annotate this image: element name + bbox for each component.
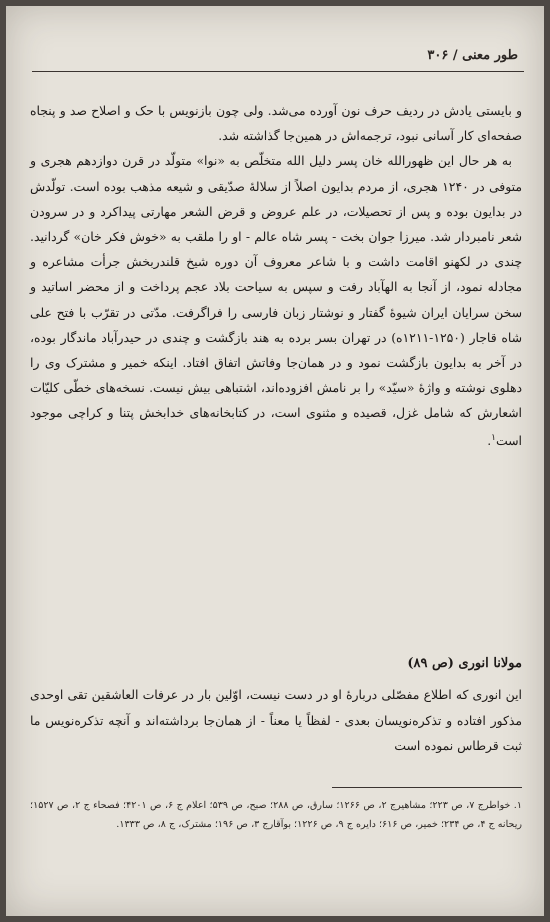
page-header xyxy=(32,44,524,72)
footnote: ۱. خواطرج ۷، ص ۲۲۳؛ مشاهیرج ۲، ص ۱۲۶۶؛ سارق، ص ۲۸۸؛ صبح، ص ۵۳۹؛ اعلام ج ۶، ص ۴۲۰۱؛ فصحاء ج ۲، ص ۱۵۲۷؛ ریحانه ج ۴، ص ۲۳۴؛ خمیر، ص ۶۱۶؛ دایره ج ۹، ص ۱۲۲۶؛ بوآقارج ۳، ص ۱۹۶؛ مشترک، ج ۸، ص ۱۳۳۳. xyxy=(30,800,523,830)
paragraph-2-text: به هر حال این ظهورالله خان پسر دلیل الله متخلّص به «نوا» متولّد در قرن دوازدهم هجری و متوفی در ۱۲۴۰ هجری، از مردم بدایون اصلاً از سلالهٔ صدّیقی و شیعه مذهب بوده است. تولّدش در بدایون بوده و پس از تحصیلات، در علم عروض و قرض الشعر مهارتی پیداکرد و در سرودن شعر نامبردار شد. میرزا جوان بخت - پسر شاه عالم - او را ملقب به «خوش فکر خان» گردانید. چندی در لکهنو اقامت داشت و با شاعر معروف آن دوره شیخ قلندربخش جرأت مشاعره و مجادله نمود، از آنجا به الهآباد رفت و سپس به سیاحت بلاد عجم پرداخت و از محضر اساتید و سخن سرایان ایران شیوهٔ گفتار و نوشتار زبان فارسی را فراگرفت. مدّتی در تقرّب با فتح علی شاه قاجار (۱۲۵۰-۱۲۱۱ه) در تهران بسر برده به هند بازگشت و چندی در حیدرآباد ماندگار بوده، در آخر به بدایون بازگشت نمود و در همان‌جا وفاتش اتفاق افتاد. اینکه خمیر و مشترک وی را دهلوی نوشته و واژهٔ «سیّد» را بر نامش افزوده‌اند، اشتباهی بیش نیست. نسخه‌های خطّی کلیّات اشعارش که شامل غزل، قصیده و مثنوی است، در کتابخانه‌های خدابخش پتنا و کراچی موجود است xyxy=(30,153,523,448)
main-text xyxy=(30,98,522,453)
book-page xyxy=(6,6,544,916)
footnote-marker: ۱ xyxy=(491,432,496,443)
paragraph-2: به هر حال این ظهورالله خان پسر دلیل الله متخلّص به «نوا» متولّد در قرن دوازدهم هجری و متوفی در ۱۲۴۰ هجری، از مردم بدایون اصلاً از سلالهٔ صدّیقی و شیعه مذهب بوده است. تولّدش در بدایون بوده و پس از تحصیلات، در علم عروض و قرض الشعر مهارتی پیداکرد و در سرودن شعر نامبردار شد. میرزا جوان بخت - پسر شاه عالم - او را ملقب به «خوش فکر خان» گردانید. چندی در لکهنو اقامت داشت و با شاعر معروف آن دوره شیخ قلندربخش جرأت مشاعره و مجادله نمود، از آنجا به الهآباد رفت و سپس به سیاحت بلاد عجم پرداخت و از محضر اساتید و سخن سرایان ایران شیوهٔ گفتار و نوشتار زبان فارسی را فراگرفت. مدّتی در تقرّب با فتح علی شاه قاجار (۱۲۵۰-۱۲۱۱ه) در تهران بسر برده به هند بازگشت و چندی در حیدرآباد ماندگار بوده، در آخر به بدایون بازگشت نمود و در همان‌جا وفاتش اتفاق افتاد. اینکه خمیر و مشترک وی را دهلوی نوشته و واژهٔ «سیّد» را بر نامش افزوده‌اند، اشتباهی بیش نیست. نسخه‌های خطّی کلیّات اشعارش که شامل غزل، قصیده و مثنوی است، در کتابخانه‌های خدابخش پتنا و کراچی موجود است$^۱$. xyxy=(30,153,523,448)
running-head: طور معنی / ۳۰۶ xyxy=(427,48,518,63)
header-rule xyxy=(32,71,524,72)
section-heading: مولانا انوری (ص ۸۹) xyxy=(407,656,522,671)
section-text: این انوری که اطلاع مفصّلی دربارهٔ او در دست نیست، اوّلین بار در عرفات العاشقین تقی اوحدی مذکور افتاده و تذکره‌نویسان بعدی - لفظاً یا معناً - از همان‌جا برداشته‌اند و آنچه تذکره‌نویس ما ثبت قرطاس نموده است xyxy=(30,687,522,753)
paragraph-1: و بایستی یادش در ردیف حرف نون آورده می‌شد. ولی چون بازنویس با حک و اصلاح صد و پنجاه صفحه‌ای کار آسانی نبود، ترجمه‌اش در همین‌جا گذاشته شد. xyxy=(30,103,522,144)
footnote-rule xyxy=(332,787,522,788)
